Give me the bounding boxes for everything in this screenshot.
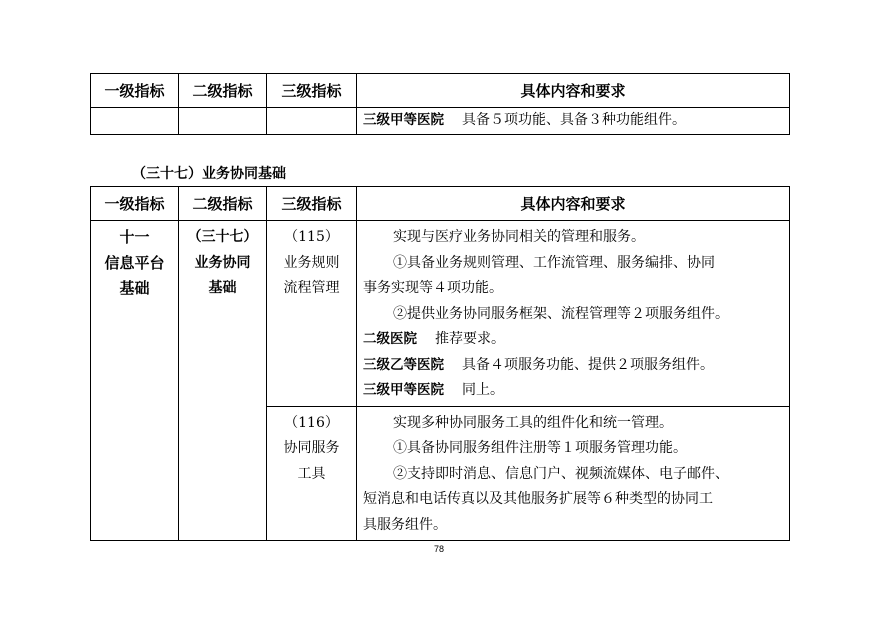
item-text: 事务实现等４项功能。 — [363, 280, 503, 296]
level1-title: 基础 — [119, 279, 150, 297]
level3-cell — [267, 221, 357, 407]
item-text: 短消息和电话传真以及其他服务扩展等６种类型的协同工 — [363, 491, 713, 507]
hospital-level: 三级甲等医院 — [363, 112, 444, 128]
requirement-cell — [357, 406, 790, 541]
header-level2: 二级指标 — [179, 187, 267, 221]
requirement-line — [357, 353, 789, 379]
intro-text: 实现与医疗业务协同相关的管理和服务。 — [393, 229, 645, 245]
level3-title: 业务规则 — [283, 254, 340, 271]
level3-title: 工具 — [297, 465, 326, 482]
indicator-table — [90, 186, 790, 541]
requirement-text: 具备５项功能、具备３种功能组件。 — [462, 112, 686, 128]
empty-cell — [267, 108, 357, 135]
level2-title: 基础 — [208, 280, 237, 296]
item-text: ②提供业务协同服务框架、流程管理等２项服务组件。 — [393, 305, 729, 322]
item-text: ①具备协同服务组件注册等１项服务管理功能。 — [393, 440, 687, 456]
level1-number: 十一 — [119, 228, 150, 246]
table-row — [91, 221, 790, 407]
level2-cell — [179, 221, 267, 541]
requirement-cell — [357, 108, 790, 135]
hospital-level: 二级医院 — [363, 331, 417, 347]
level3-title: 协同服务 — [283, 440, 340, 456]
level3-number: （115） — [284, 229, 339, 245]
level3-title: 流程管理 — [283, 280, 340, 296]
table-header-row — [91, 74, 790, 108]
item-text: 具服务组件。 — [363, 516, 447, 533]
header-content: 具体内容和要求 — [357, 74, 790, 108]
requirement-line — [357, 327, 789, 353]
level2-number: （三十七） — [187, 229, 258, 245]
continuation-table — [90, 73, 790, 135]
table-header-row — [91, 187, 790, 221]
item-text: ②支持即时消息、信息门户、视频流媒体、电子邮件、 — [393, 465, 729, 482]
requirement-cell — [357, 221, 790, 407]
header-level3: 三级指标 — [267, 187, 357, 221]
level1-title: 信息平台 — [104, 253, 165, 272]
header-level3: 三级指标 — [267, 74, 357, 108]
item-text: ①具备业务规则管理、工作流管理、服务编排、协同 — [393, 254, 715, 271]
empty-cell — [179, 108, 267, 135]
level2-title: 业务协同 — [194, 254, 251, 271]
header-level2: 二级指标 — [179, 74, 267, 108]
intro-text: 实现多种协同服务工具的组件化和统一管理。 — [393, 414, 673, 431]
hospital-level: 三级甲等医院 — [363, 382, 444, 398]
requirement-text: 推荐要求。 — [435, 331, 505, 347]
level1-cell — [91, 221, 179, 541]
header-level1: 一级指标 — [91, 74, 179, 108]
requirement-line — [357, 378, 789, 404]
level3-number: （116） — [284, 414, 339, 431]
section-title: （三十七）业务协同基础 — [132, 166, 286, 182]
header-level1: 一级指标 — [91, 187, 179, 221]
empty-cell — [91, 108, 179, 135]
page-number: 78 — [433, 544, 444, 554]
level3-cell — [267, 406, 357, 541]
requirement-text: 具备４项服务功能、提供２项服务组件。 — [462, 356, 714, 373]
requirement-text: 同上。 — [462, 382, 504, 398]
table-row — [91, 108, 790, 135]
header-content: 具体内容和要求 — [357, 187, 790, 221]
hospital-level: 三级乙等医院 — [363, 356, 444, 373]
